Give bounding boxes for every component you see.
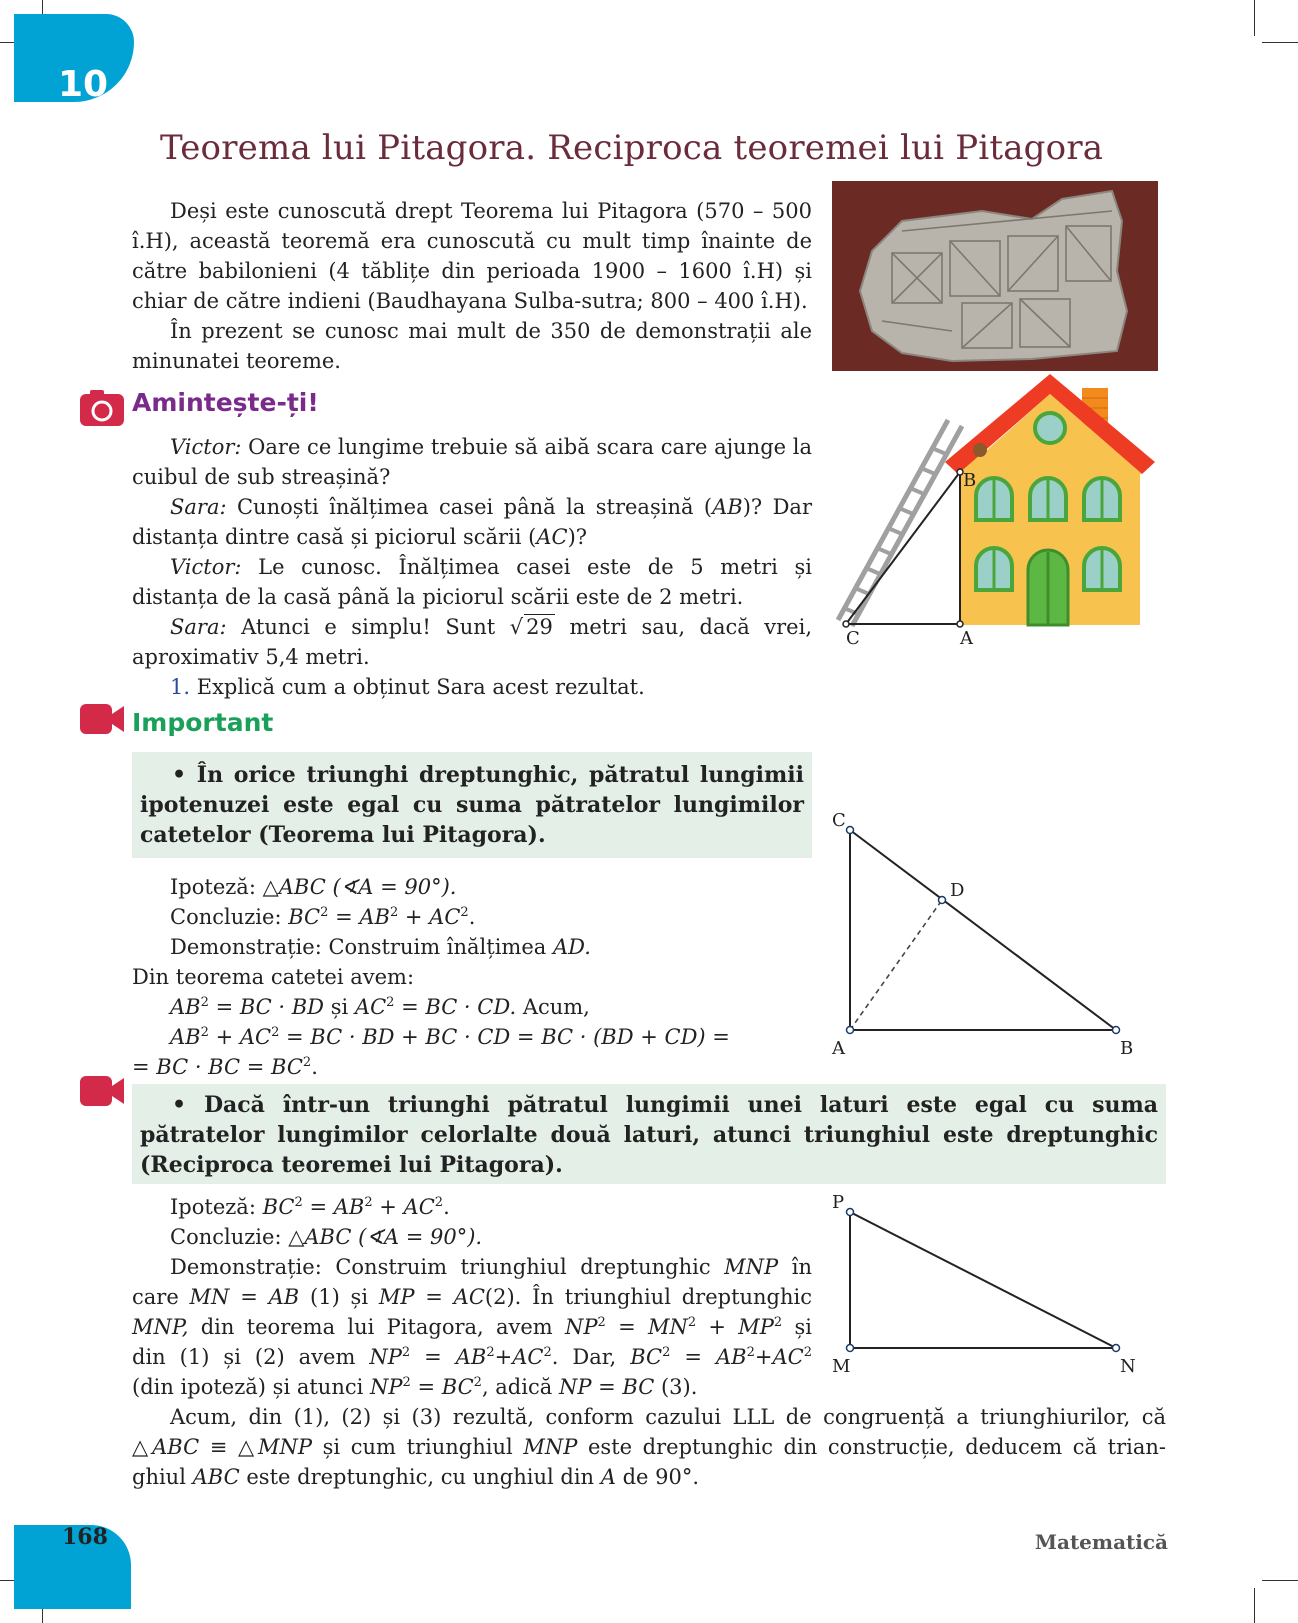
exp: 2 bbox=[687, 1315, 697, 1330]
math: . bbox=[311, 1055, 318, 1079]
math: . bbox=[443, 1195, 450, 1219]
sqrt-sign: √ bbox=[509, 615, 524, 639]
math: ABC bbox=[192, 1465, 240, 1489]
math: = AB bbox=[328, 905, 390, 929]
crop-mark bbox=[1254, 0, 1255, 36]
math: + AC bbox=[372, 1195, 435, 1219]
triangle-mnp-diagram bbox=[820, 1190, 1150, 1390]
page-title: Teorema lui Pitagora. Reciproca teoremei lui Pitagora bbox=[160, 128, 1104, 168]
math: = MN bbox=[605, 1315, 688, 1339]
exp: 2 bbox=[320, 905, 329, 920]
demonstration-label: Demonstrație: bbox=[170, 935, 322, 959]
bullet: • bbox=[172, 762, 187, 788]
video-camera-icon bbox=[78, 702, 126, 736]
math: △ABC ≡ △MNP bbox=[132, 1435, 313, 1459]
math: MNP, bbox=[132, 1315, 189, 1339]
text: este dreptunghic din construcție, deducem că trian- bbox=[587, 1435, 1166, 1459]
demonstration-1 bbox=[170, 932, 591, 962]
exp: 2 bbox=[486, 1345, 495, 1360]
demonstration-text: Construim înălțimea bbox=[328, 935, 547, 959]
text: care bbox=[132, 1285, 179, 1309]
point-n-label: N bbox=[1120, 1356, 1136, 1377]
math: + MP bbox=[696, 1315, 774, 1339]
text: și bbox=[794, 1315, 812, 1339]
crop-mark bbox=[1254, 1588, 1255, 1623]
math: AB bbox=[170, 1025, 201, 1049]
text: (din ipoteză) și atunci bbox=[132, 1375, 364, 1399]
text: de 90°. bbox=[622, 1465, 700, 1489]
point-b-label: B bbox=[1120, 1038, 1134, 1059]
dialogue-text: Cunoști înălțimea casei până la streașină ( bbox=[236, 495, 713, 519]
house-ladder-illustration bbox=[830, 370, 1160, 650]
math: AC bbox=[354, 995, 387, 1019]
footer-subject: Matematică bbox=[1034, 1530, 1168, 1554]
sqrt-29: 29 bbox=[526, 615, 553, 639]
math: BC bbox=[262, 1195, 295, 1219]
math: și bbox=[330, 995, 349, 1019]
exp: 2 bbox=[271, 1025, 280, 1040]
bullet: • bbox=[172, 1092, 187, 1118]
text: și cum triunghiul bbox=[322, 1435, 513, 1459]
math: BC bbox=[288, 905, 321, 929]
final-line-2 bbox=[132, 1432, 1166, 1462]
task-number: 1. bbox=[170, 675, 191, 699]
text: (1) și bbox=[310, 1285, 369, 1309]
exp: 2 bbox=[434, 1195, 444, 1210]
math: Acum, bbox=[522, 995, 590, 1019]
pythagoras-theorem: În orice triunghi dreptunghic, pătratul lungimii ipotenuzei este egal cu suma pătratelor lungimilor catetelor (Teorema lui Pitagora). bbox=[140, 762, 804, 848]
intro-paragraph-2 bbox=[132, 316, 812, 376]
reciprocal-text bbox=[132, 1084, 1166, 1180]
text: , adică bbox=[481, 1375, 553, 1399]
exp: 2 bbox=[294, 1195, 303, 1210]
exp: 2 bbox=[460, 905, 469, 920]
point-c-label: C bbox=[846, 628, 860, 649]
math: △ABC (∢A = 90°). bbox=[288, 1225, 483, 1249]
math: AD. bbox=[552, 935, 591, 959]
exp: 2 bbox=[597, 1315, 606, 1330]
exp: 2 bbox=[200, 1025, 209, 1040]
math: NP bbox=[565, 1315, 598, 1339]
equation-1 bbox=[170, 992, 590, 1022]
demo-line-2 bbox=[132, 1282, 812, 1312]
math: = BC · CD. bbox=[394, 995, 517, 1019]
dialogue-text: )? bbox=[567, 525, 588, 549]
text: Demonstrație: Construim triunghiul dreptunghic bbox=[170, 1255, 711, 1279]
math: +AC bbox=[494, 1345, 544, 1369]
dialogue-2 bbox=[132, 492, 812, 552]
point-c-label: C bbox=[832, 810, 846, 831]
math: NP = BC bbox=[558, 1375, 655, 1399]
dialogue-text: metri sau, dacă vrei, aproximativ 5,4 metri. bbox=[132, 615, 812, 669]
exp: 2 bbox=[401, 1345, 411, 1360]
speaker-victor: Victor: bbox=[170, 555, 242, 579]
point-b-label: B bbox=[963, 470, 977, 491]
math: NP bbox=[369, 1345, 402, 1369]
dialogue-3 bbox=[132, 552, 812, 612]
math: NP bbox=[370, 1375, 403, 1399]
camera-icon bbox=[78, 388, 126, 428]
exp: 2 bbox=[746, 1345, 755, 1360]
math: +AC bbox=[754, 1345, 804, 1369]
dialogue-text: Atunci e simplu! Sunt bbox=[241, 615, 496, 639]
conclusion-1 bbox=[170, 902, 475, 932]
babylonian-tablet-image bbox=[832, 181, 1158, 371]
theorem-box bbox=[132, 752, 812, 858]
intro-text-2: În prezent se cunosc mai mult de 350 de demonstrații ale minunatei teoreme. bbox=[132, 319, 812, 373]
crop-mark bbox=[1262, 1580, 1298, 1581]
math: MP = AC bbox=[378, 1285, 485, 1309]
reciprocal-theorem-box bbox=[132, 1084, 1166, 1184]
remember-heading: Amintește-ți! bbox=[132, 388, 319, 417]
theorem-text bbox=[132, 752, 812, 850]
important-heading: Important bbox=[132, 708, 274, 737]
segment-ac: AC bbox=[536, 525, 568, 549]
text: (2). În triunghiul dreptunghic bbox=[484, 1285, 812, 1309]
exp: 2 bbox=[543, 1345, 552, 1360]
dialogue-1 bbox=[132, 432, 812, 492]
text: ghiul bbox=[132, 1465, 186, 1489]
reciprocal-theorem: Dacă într-un triunghi pătratul lungimii unei laturi este egal cu suma pătratelor lungimilor celorlalte două laturi, atunci triunghiul este dreptunghic (Reciproca teoremei lui Pitagora). bbox=[140, 1092, 1158, 1178]
speaker-victor: Victor: bbox=[170, 435, 242, 459]
demo-line-1 bbox=[170, 1252, 812, 1282]
math: = BC · BC = BC bbox=[132, 1055, 303, 1079]
math: A bbox=[600, 1465, 616, 1489]
hypothesis-label: Ipoteză: bbox=[170, 1195, 256, 1219]
crop-mark bbox=[1262, 42, 1298, 43]
segment-ab: AB bbox=[712, 495, 743, 519]
point-p-label: P bbox=[832, 1192, 845, 1213]
conclusion-label: Concluzie: bbox=[170, 1225, 282, 1249]
speaker-sara: Sara: bbox=[170, 615, 227, 639]
point-a-label: A bbox=[832, 1038, 845, 1059]
equation-3 bbox=[132, 1052, 318, 1082]
math: = AB bbox=[302, 1195, 365, 1219]
final-line-3 bbox=[132, 1462, 699, 1492]
page-number: 168 bbox=[62, 1524, 108, 1550]
math: . bbox=[468, 905, 476, 929]
final-line-1 bbox=[170, 1402, 1166, 1432]
hypothesis-expr: △ABC (∢A = 90°). bbox=[262, 875, 457, 899]
conclusion-label: Concluzie: bbox=[170, 905, 282, 929]
task-1 bbox=[170, 672, 645, 702]
math: = BC · BD bbox=[208, 995, 325, 1019]
exp: 2 bbox=[402, 1375, 411, 1390]
text: (3). bbox=[660, 1375, 698, 1399]
math: MNP bbox=[724, 1255, 779, 1279]
exp: 2 bbox=[389, 905, 399, 920]
text: este dreptunghic, cu unghiul din bbox=[246, 1465, 595, 1489]
speaker-sara: Sara: bbox=[170, 495, 227, 519]
math: = AB bbox=[410, 1345, 487, 1369]
text: din (1) și (2) avem bbox=[132, 1345, 356, 1369]
dialogue-text: )? Dar distanța dintre casă și piciorul scării ( bbox=[132, 495, 812, 549]
exp: 2 bbox=[473, 1375, 482, 1390]
task-text: Explică cum a obținut Sara acest rezultat. bbox=[196, 675, 645, 699]
math: BC bbox=[630, 1345, 663, 1369]
point-a-label: A bbox=[960, 628, 973, 649]
math: AB bbox=[170, 995, 201, 1019]
point-d-label: D bbox=[950, 880, 965, 901]
exp: 2 bbox=[773, 1315, 783, 1330]
chapter-number: 10 bbox=[58, 64, 109, 105]
equation-2 bbox=[170, 1022, 730, 1052]
cathetus-intro: Din teorema catetei avem: bbox=[132, 965, 415, 989]
math: MNP bbox=[523, 1435, 578, 1459]
exp: 2 bbox=[200, 995, 209, 1010]
exp: 2 bbox=[803, 1345, 812, 1360]
exp: 2 bbox=[364, 1195, 373, 1210]
exp: 2 bbox=[302, 1055, 312, 1070]
triangle-abc-height-diagram bbox=[820, 800, 1150, 1060]
dialogue-text: Oare ce lungime trebuie să aibă scara care ajunge la cuibul de sub streașină? bbox=[132, 435, 812, 489]
hypothesis-2 bbox=[170, 1192, 450, 1222]
conclusion-2 bbox=[170, 1222, 482, 1252]
math: MN = AB bbox=[189, 1285, 300, 1309]
math: = AB bbox=[670, 1345, 747, 1369]
exp: 2 bbox=[662, 1345, 671, 1360]
demo-line-4 bbox=[132, 1342, 812, 1372]
math: = BC bbox=[410, 1375, 474, 1399]
dialogue-text: Le cunosc. Înălțimea casei este de 5 metri și distanța de la casă până la piciorul scării este de 2 metri. bbox=[132, 555, 812, 609]
exp: 2 bbox=[386, 995, 395, 1010]
point-m-label: M bbox=[832, 1356, 851, 1377]
demo-line-3 bbox=[132, 1312, 812, 1342]
math: = BC · BD + BC · CD = BC · (BD + CD) = bbox=[279, 1025, 730, 1049]
video-camera-icon bbox=[78, 1074, 126, 1108]
hypothesis-label: Ipoteză: bbox=[170, 875, 256, 899]
text: în bbox=[791, 1255, 812, 1279]
intro-text-1: Deși este cunoscută drept Teorema lui Pitagora (570 – 500 î.H), această teoremă era cunoscută cu mult timp înainte de către babilonieni (4 tăblițe din perioada 1900 – 1600 î.H) și chiar de către indieni (Baudhayana Sulba-sutra; 800 – 400 î.H). bbox=[132, 199, 812, 313]
math: + AC bbox=[398, 905, 461, 929]
demo-line-5 bbox=[132, 1372, 697, 1402]
text: din teorema lui Pitagora, avem bbox=[200, 1315, 553, 1339]
text: . Dar, bbox=[551, 1345, 617, 1369]
intro-paragraph bbox=[132, 196, 812, 316]
hypothesis-1 bbox=[170, 872, 456, 902]
text: Acum, din (1), (2) și (3) rezultă, conform cazului LLL de congruență a triunghiurilor, că bbox=[170, 1405, 1166, 1429]
dialogue-4 bbox=[132, 612, 812, 672]
math: + AC bbox=[208, 1025, 272, 1049]
